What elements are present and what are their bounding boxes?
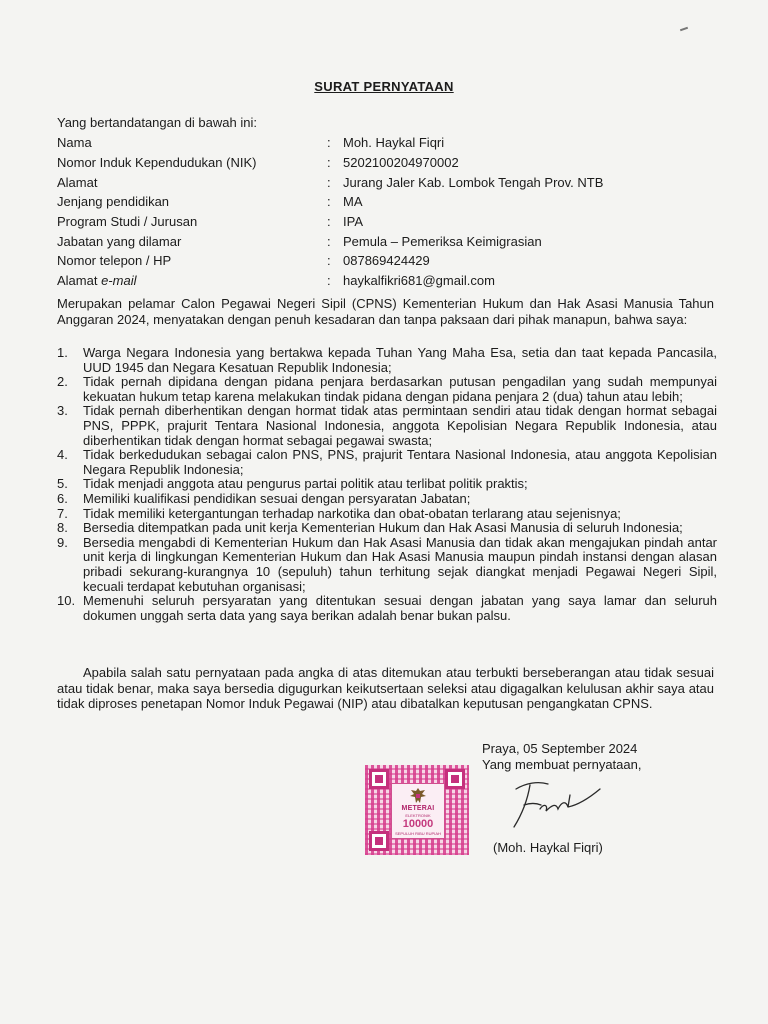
scan-artifact — [680, 27, 688, 32]
field-colon: : — [327, 233, 331, 249]
signature-header — [482, 741, 641, 773]
document-title: SURAT PERNYATAAN — [314, 79, 454, 94]
list-text: Tidak memiliki ketergantungan terhadap narkotika dan obat-obatan terlarang atau sejenisnya; — [83, 505, 621, 521]
field-row-prodi — [57, 212, 603, 232]
declaration-paragraph: Merupakan pelamar Calon Pegawai Negeri Sipil (CPNS) Kementerian Hukum dan Hak Asasi Manusia Tahun Anggaran 2024, menyatakan dengan penuh kesadaran dan tanpa paksaan dari pihak manapun, bahwa saya: — [57, 296, 714, 327]
field-row-jabatan — [57, 231, 603, 251]
field-label — [57, 271, 327, 291]
list-item — [57, 448, 717, 477]
field-label-emphasis: e-mail — [101, 273, 137, 289]
list-number: 2. — [57, 374, 68, 390]
statement-list — [57, 346, 717, 623]
list-number: 7. — [57, 505, 68, 521]
closing-paragraph: Apabila salah satu pernyataan pada angka di atas ditemukan atau terbukti berseberangan atau tidak sesuai atau tidak benar, maka saya bersedia digugurkan keikutsertaan seleksi atau digagalkan kelulusan akhir saya atau tidak diproses penetapan Nomor Induk Pegawai (NIP) atau dibatalkan keputusan pengangkatan CPNS. — [57, 665, 714, 711]
list-item — [57, 477, 717, 492]
list-number: 8. — [57, 520, 68, 536]
field-label: Jabatan yang dilamar — [57, 233, 182, 249]
list-item — [57, 507, 717, 522]
field-label-prefix: Alamat — [57, 273, 102, 289]
field-row-jenjang — [57, 192, 603, 212]
field-row-alamat — [57, 172, 603, 192]
list-number: 4. — [57, 447, 68, 463]
list-text: Tidak pernah diberhentikan dengan hormat tidak atas permintaan sendiri atau tidak dengan hormat sebagai PNS, PPPK, prajurit Tentara Nasional Indonesia, anggota Kepolisian Negara Republik Indonesia, atau diberhentikan tidak dengan hormat sebagai pegawai swasta; — [83, 403, 717, 448]
qr-corner-mark — [445, 769, 465, 789]
field-colon: : — [327, 174, 331, 190]
field-label: Nomor Induk Kependudukan (NIK) — [57, 155, 257, 171]
place-date: Praya, 05 September 2024 — [482, 741, 638, 756]
field-value: 087869424429 — [343, 253, 430, 269]
field-value: 5202100204970002 — [343, 155, 459, 171]
list-item — [57, 492, 717, 507]
meterai-panel — [391, 783, 445, 839]
list-text: Tidak berkedudukan sebagai calon PNS, PNS, prajurit Tentara Nasional Indonesia, atau anggota Kepolisian Negara Republik Indonesia; — [83, 447, 717, 477]
list-number: 9. — [57, 534, 68, 550]
list-number: 1. — [57, 345, 68, 360]
list-text: Tidak menjadi anggota atau pengurus partai politik atau terlibat politik praktis; — [83, 476, 528, 492]
list-text: Memenuhi seluruh persyaratan yang ditentukan sesuai dengan jabatan yang saya lamar dan seluruh dokumen unggah serta data yang saya berikan adalah benar bukan palsu. — [83, 593, 717, 623]
list-item — [57, 594, 717, 623]
field-label: Program Studi / Jurusan — [57, 214, 198, 230]
signer-role: Yang membuat pernyataan, — [482, 757, 642, 772]
list-item — [57, 404, 717, 448]
list-item — [57, 536, 717, 594]
field-value: Pemula – Pemeriksa Keimigrasian — [343, 233, 542, 249]
field-label: Nama — [57, 135, 92, 151]
signer-name: (Moh. Haykal Fiqri) — [493, 840, 603, 855]
garuda-emblem-icon — [408, 787, 428, 805]
list-item — [57, 375, 717, 404]
field-colon: : — [327, 253, 331, 269]
meterai-sub: ELEKTRONIK — [405, 813, 431, 818]
field-value: haykalfikri681@gmail.com — [343, 273, 495, 289]
list-item — [57, 346, 717, 375]
field-colon: : — [327, 135, 331, 151]
field-colon: : — [327, 273, 331, 289]
field-label: Alamat — [57, 174, 98, 190]
field-row-telepon — [57, 251, 603, 271]
field-colon: : — [327, 155, 331, 171]
list-text: Memiliki kualifikasi pendidikan sesuai dengan persyaratan Jabatan; — [83, 490, 471, 506]
meterai-value: 10000 — [402, 818, 434, 830]
meterai-stamp — [365, 765, 469, 855]
list-number: 3. — [57, 403, 68, 419]
intro-line: Yang bertandatangan di bawah ini: — [57, 115, 257, 130]
qr-corner-mark — [369, 831, 389, 851]
list-text: Tidak pernah dipidana dengan pidana penjara berdasarkan putusan pengadilan yang sudah mempunyai kekuatan hukum tetap karena melakukan tindak pidana dengan pidana penjara 2 (dua) tahun atau lebih; — [83, 374, 717, 404]
list-number: 5. — [57, 476, 68, 492]
list-number: 6. — [57, 490, 68, 506]
meterai-label: METERAI — [401, 805, 435, 812]
field-row-nama — [57, 133, 603, 153]
list-text: Warga Negara Indonesia yang bertakwa kepada Tuhan Yang Maha Esa, setia dan taat kepada Pancasila, UUD 1945 dan Negara Kesatuan Republik Indonesia; — [83, 345, 717, 375]
field-value: MA — [343, 194, 363, 210]
field-colon: : — [327, 214, 331, 230]
field-row-email — [57, 271, 603, 291]
qr-corner-mark — [369, 769, 389, 789]
handwritten-signature — [508, 775, 618, 835]
field-colon: : — [327, 194, 331, 210]
list-text: Bersedia mengabdi di Kementerian Hukum dan Hak Asasi Manusia dan tidak akan mengajukan pindah antar unit kerja di lingkungan Kementerian Hukum dan Hak Asasi Manusia maupun pindah instansi dengan alasan pribadi sekurang-kurangnya 10 (sepuluh) tahun terhitung sejak diangkat menjadi Pegawai Negeri Sipil, kecuali terdapat kebutuhan organisasi; — [83, 534, 717, 594]
field-value: IPA — [343, 214, 363, 230]
list-text: Bersedia ditempatkan pada unit kerja Kementerian Hukum dan Hak Asasi Manusia di seluruh Indonesia; — [83, 520, 683, 536]
field-value: Moh. Haykal Fiqri — [343, 135, 445, 151]
field-label: Jenjang pendidikan — [57, 194, 170, 210]
meterai-foot: SEPULUH RIBU RUPIAH — [395, 831, 441, 836]
field-label: Nomor telepon / HP — [57, 253, 172, 269]
list-number: 10. — [57, 593, 76, 609]
list-item — [57, 521, 717, 536]
field-value: Jurang Jaler Kab. Lombok Tengah Prov. NTB — [343, 174, 604, 190]
field-row-nik — [57, 153, 603, 173]
identity-fields — [57, 133, 603, 291]
